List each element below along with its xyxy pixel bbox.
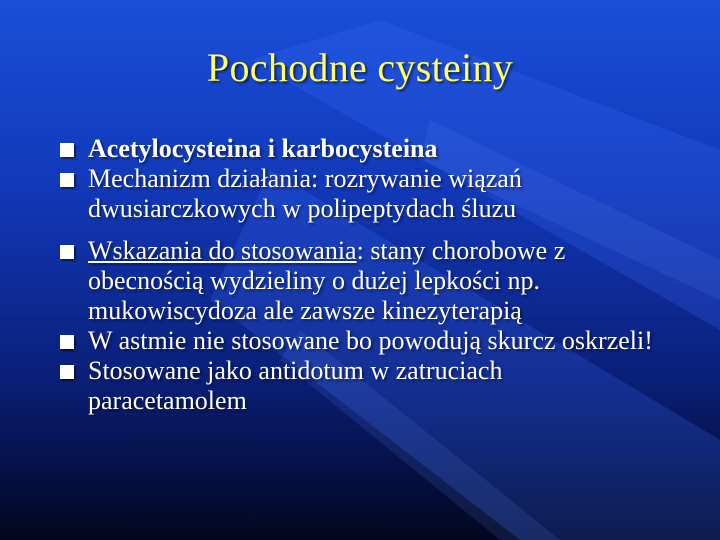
bullet-item bbox=[60, 236, 660, 326]
bullet-text: W astmie nie stosowane bo powodują skurcz oskrzeli! bbox=[88, 326, 653, 355]
bullet-list bbox=[60, 134, 660, 416]
bullet-text: Mechanizm działania: rozrywanie wiązań dwusiarczkowych w polipeptydach śluzu bbox=[88, 164, 522, 223]
bullet-item bbox=[60, 326, 660, 356]
bullet-text: Stosowane jako antidotum w zatruciach paracetamolem bbox=[88, 356, 503, 415]
square-bullet-icon bbox=[60, 143, 74, 157]
indications-link[interactable]: Wskazania do stosowania bbox=[88, 236, 357, 265]
bullet-item bbox=[60, 164, 660, 224]
bullet-item bbox=[60, 134, 660, 164]
square-bullet-icon bbox=[60, 335, 74, 349]
bullet-text: : stany chorobowe z obecnością wydzieliny o dużej lepkości np. mukowiscydoza ale zawsze kinezyterapią bbox=[88, 236, 566, 325]
slide-title: Pochodne cysteiny bbox=[206, 45, 514, 90]
bullet-item bbox=[60, 356, 660, 416]
bullet-text: Acetylocysteina i karbocysteina bbox=[88, 134, 438, 163]
square-bullet-icon bbox=[60, 173, 74, 187]
square-bullet-icon bbox=[60, 365, 74, 379]
square-bullet-icon bbox=[60, 245, 74, 259]
bullet-text-container bbox=[88, 236, 565, 325]
